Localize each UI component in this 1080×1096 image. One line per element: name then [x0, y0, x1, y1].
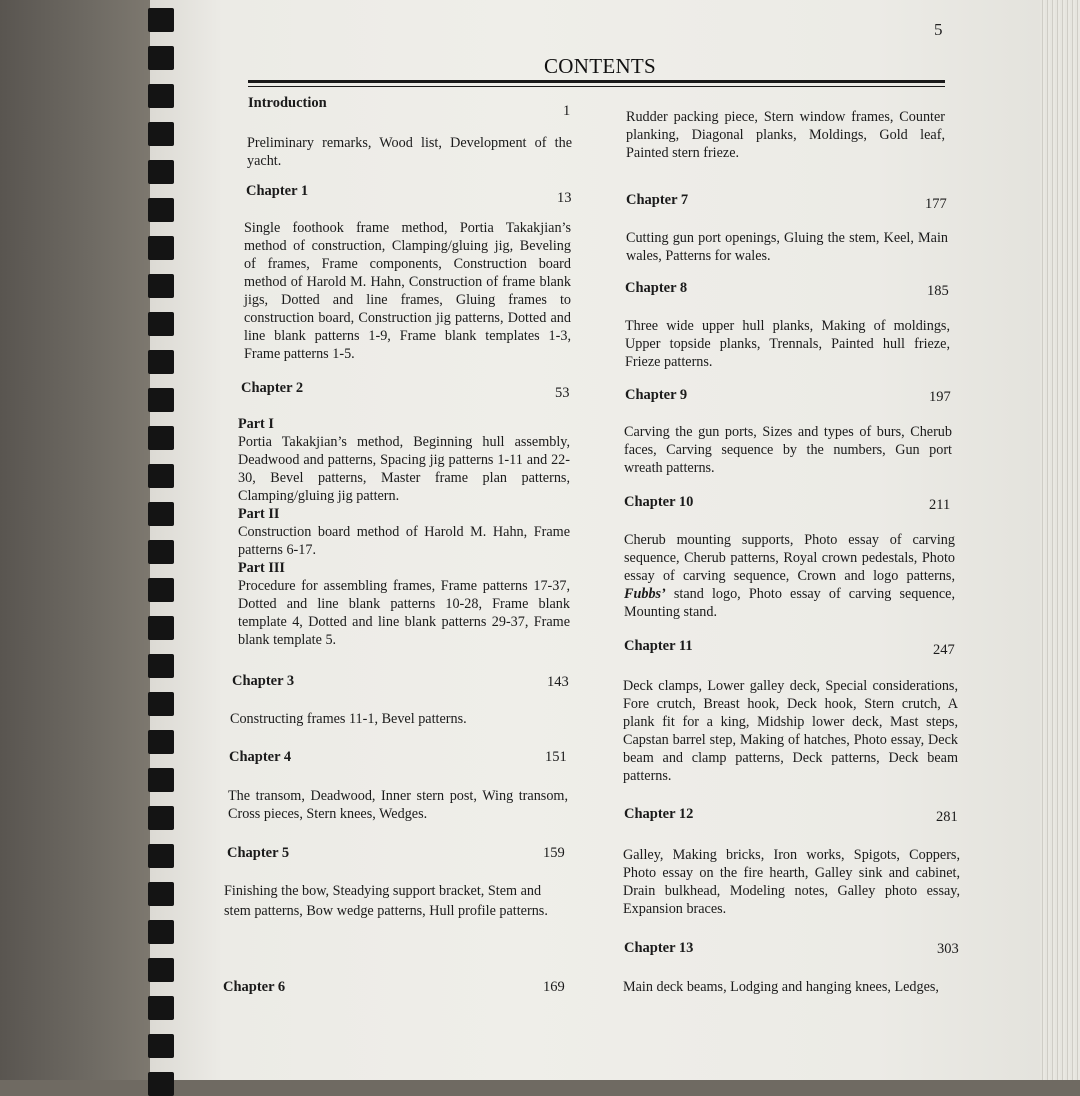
binding-hole	[148, 502, 174, 526]
title-rule-thin	[248, 86, 945, 87]
introduction-heading: Introduction	[248, 95, 327, 111]
binding-hole	[148, 388, 174, 412]
chapter-11-text: Deck clamps, Lower galley deck, Special considerations, Fore crutch, Breast hook, Deck hook, Stern crutch, A plank fit for a king, Midship lower deck, Mast steps, Capstan barrel step, Making of hatches, Photo essay, Deck beam and clamp patterns, Deck patterns, Deck beam patterns.	[623, 678, 958, 784]
chapter-10-text-italic: Fubbs’	[624, 586, 666, 602]
chapter-4-text: The transom, Deadwood, Inner stern post, Wing transom, Cross pieces, Stern knees, Wedges.	[228, 788, 568, 822]
binding-hole	[148, 958, 174, 982]
binding-hole	[148, 654, 174, 678]
binding-hole	[148, 198, 174, 222]
chapter-1-page: 13	[557, 190, 572, 206]
binding-hole	[148, 122, 174, 146]
chapter-13-text: Main deck beams, Lodging and hanging knees, Ledges,	[623, 979, 939, 995]
chapter-12-page: 281	[936, 809, 958, 825]
chapter-10-text-after: stand logo, Photo essay of carving sequence, Mounting stand.	[624, 586, 955, 620]
chapter-2-parts	[238, 415, 570, 649]
part-1-label: Part I	[238, 416, 274, 432]
binding-hole	[148, 768, 174, 792]
chapter-4-page: 151	[545, 749, 567, 765]
chapter-13-page: 303	[937, 941, 959, 957]
binding-hole	[148, 464, 174, 488]
binding-hole	[148, 920, 174, 944]
binding-hole	[148, 426, 174, 450]
part-3-text: Procedure for assembling frames, Frame patterns 17-37, Dotted and line blank patterns 10-28, Frame blank template 4, Dotted and line blank patterns 29-37, Frame blank template 5.	[238, 578, 570, 648]
part-3-label: Part III	[238, 560, 285, 576]
page-title: CONTENTS	[543, 54, 657, 78]
chapter-9-page: 197	[929, 389, 951, 405]
chapter-10-page: 211	[929, 497, 951, 513]
introduction-page: 1	[563, 103, 571, 119]
chapter-3-text: Constructing frames 11-1, Bevel patterns.	[230, 711, 467, 727]
binding-hole	[148, 8, 174, 32]
chapter-10-heading: Chapter 10	[624, 494, 694, 510]
chapter-4-heading: Chapter 4	[229, 749, 292, 765]
chapter-1-text: Single foothook frame method, Portia Takakjian’s method of construction, Clamping/gluing jig, Beveling of frames, Frame components, Construction board method of Harold M. Hahn, Construction of frame blank jigs, Dotted and line frames, Gluing frames to construction board, Construction jig patterns, Dotted and line blank patterns 1-9, Frame blank templates 1-3, Frame patterns 1-5.	[244, 220, 571, 362]
binding-hole	[148, 84, 174, 108]
chapter-8-text: Three wide upper hull planks, Making of moldings, Upper topside planks, Trennals, Painted hull frieze, Frieze patterns.	[625, 318, 950, 370]
title-rule-thick	[248, 80, 945, 83]
binding-hole	[148, 806, 174, 830]
chapter-7-page: 177	[925, 196, 947, 212]
chapter-3-page: 143	[547, 674, 569, 690]
binding-hole	[148, 350, 174, 374]
binding-hole	[148, 312, 174, 336]
chapter-10-text	[624, 531, 955, 621]
chapter-6-continued-text: Rudder packing piece, Stern window frames, Counter planking, Diagonal planks, Moldings, Gold leaf, Painted stern frieze.	[626, 109, 945, 161]
binding-hole	[148, 844, 174, 868]
binding-hole	[148, 236, 174, 260]
chapter-6-page: 169	[543, 979, 565, 995]
part-2-text: Construction board method of Harold M. Hahn, Frame patterns 6-17.	[238, 524, 570, 558]
chapter-9-heading: Chapter 9	[625, 387, 688, 403]
chapter-3-heading: Chapter 3	[232, 673, 295, 689]
chapter-5-heading: Chapter 5	[227, 845, 290, 861]
part-2-label: Part II	[238, 506, 280, 522]
binding-hole	[148, 160, 174, 184]
chapter-2-page: 53	[555, 385, 570, 401]
chapter-6-heading: Chapter 6	[223, 979, 286, 995]
chapter-11-page: 247	[933, 642, 955, 658]
chapter-5-text-line2: stem patterns, Bow wedge patterns, Hull profile patterns.	[224, 903, 548, 919]
binding-hole	[148, 540, 174, 564]
binding-hole	[148, 692, 174, 716]
chapter-7-text: Cutting gun port openings, Gluing the stem, Keel, Main wales, Patterns for wales.	[626, 230, 948, 264]
binding-hole	[148, 578, 174, 602]
chapter-11-heading: Chapter 11	[624, 638, 693, 654]
chapter-5-text	[224, 882, 567, 920]
binding-hole	[148, 616, 174, 640]
binding-hole	[148, 730, 174, 754]
chapter-8-heading: Chapter 8	[625, 280, 688, 296]
binding-hole	[148, 996, 174, 1020]
chapter-1-heading: Chapter 1	[246, 183, 309, 199]
chapter-7-heading: Chapter 7	[626, 192, 689, 208]
chapter-2-heading: Chapter 2	[241, 380, 304, 396]
chapter-13-heading: Chapter 13	[624, 940, 694, 956]
page-edges	[1040, 0, 1080, 1080]
chapter-5-text-line1: Finishing the bow, Steadying support bracket, Stem and	[224, 883, 542, 899]
binding-hole	[148, 274, 174, 298]
page-number: 5	[934, 20, 943, 39]
binding-hole	[148, 1034, 174, 1058]
part-1-text: Portia Takakjian’s method, Beginning hull assembly, Deadwood and patterns, Spacing jig patterns 1-11 and 22-30, Bevel patterns, Master frame plan patterns, Clamping/gluing jig pattern.	[238, 434, 570, 504]
binding-hole	[148, 882, 174, 906]
chapter-12-text: Galley, Making bricks, Iron works, Spigots, Coppers, Photo essay on the fire hearth, Galley sink and cabinet, Drain bulkhead, Modeling notes, Galley photo essay, Expansion braces.	[623, 847, 960, 917]
desk-background	[0, 0, 150, 1080]
chapter-12-heading: Chapter 12	[624, 806, 694, 822]
chapter-8-page: 185	[927, 283, 949, 299]
chapter-10-text-before: Cherub mounting supports, Photo essay of carving sequence, Cherub patterns, Royal crown pedestals, Photo essay of carving sequence, Crown and logo patterns,	[624, 532, 955, 584]
introduction-text: Preliminary remarks, Wood list, Development of the yacht.	[247, 135, 572, 169]
binding-hole	[148, 1072, 174, 1096]
chapter-5-page: 159	[543, 845, 565, 861]
chapter-9-text: Carving the gun ports, Sizes and types of burs, Cherub faces, Carving sequence by the numbers, Gun port wreath patterns.	[624, 424, 952, 476]
